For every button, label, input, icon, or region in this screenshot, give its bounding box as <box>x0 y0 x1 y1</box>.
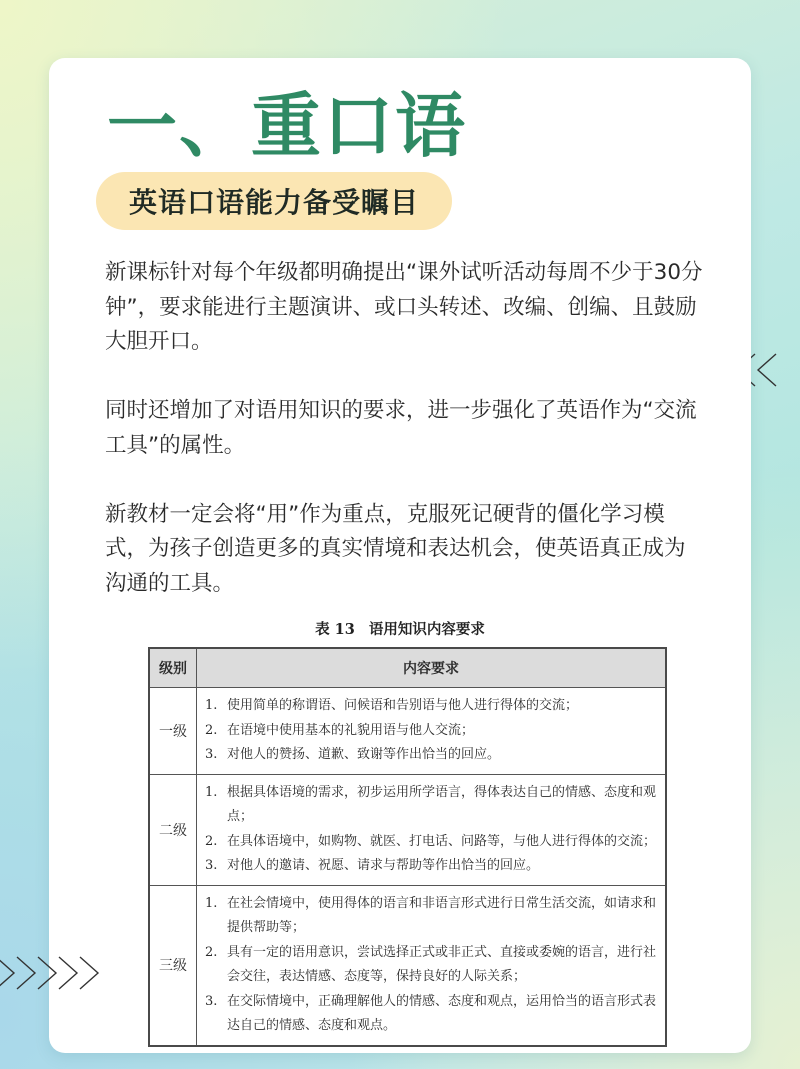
item-number: 1. <box>205 784 218 800</box>
level-cell: 二级 <box>149 774 197 885</box>
item-number: 2. <box>205 833 218 849</box>
chevrons-right-icon <box>0 955 104 991</box>
item-text: 根据具体语境的需求，初步运用所学语言，得体表达自己的情感、态度和观点； <box>227 784 657 824</box>
content-card <box>49 58 751 1053</box>
table-row <box>149 774 666 885</box>
list-item <box>205 892 657 941</box>
table-row <box>149 688 666 775</box>
item-number: 1. <box>205 698 218 713</box>
item-number: 2. <box>205 722 218 738</box>
list-item <box>205 990 657 1039</box>
item-number: 2. <box>205 944 218 960</box>
item-number: 3. <box>205 993 218 1009</box>
item-number: 1. <box>205 895 218 911</box>
subtitle-text: 英语口语能力备受瞩目 <box>128 186 419 219</box>
item-text: 使用简单的称谓语、问候语和告别语与他人进行得体的交流； <box>227 698 579 713</box>
item-number: 3. <box>205 747 218 762</box>
item-number: 3. <box>205 858 218 873</box>
item-text: 在社会情境中，使用得体的语言和非语言形式进行日常生活交流，如请求和提供帮助等； <box>227 895 657 935</box>
item-text: 在具体语境中，如购物、就医、打电话、问路等，与他人进行得体的交流； <box>227 833 657 849</box>
content-cell <box>197 688 667 775</box>
list-item <box>205 781 657 830</box>
list-item <box>205 743 657 768</box>
table-caption <box>49 618 751 639</box>
paragraph: 新教材一定会将“用”作为重点，克服死记硬背的僵化学习模式，为孩子创造更多的真实情境和表达机会，使英语真正成为沟通的工具。 <box>105 501 686 596</box>
content-cell <box>197 774 667 885</box>
paragraph: 同时还增加了对语用知识的要求，进一步强化了英语作为“交流工具”的属性。 <box>105 398 697 458</box>
item-text: 对他人的邀请、祝愿、请求与帮助等作出恰当的回应。 <box>227 858 540 873</box>
paragraph: 新课标针对每个年级都明确提出“课外试听活动每周不少于30分钟”，要求能进行主题演讲、或口头转述、改编、创编、且鼓励大胆开口。 <box>105 260 703 354</box>
subtitle-pill <box>96 172 452 230</box>
header-level: 级别 <box>149 648 197 688</box>
content-cell <box>197 885 667 1046</box>
list-item <box>205 719 657 744</box>
item-text: 对他人的赞扬、道歉、致谢等作出恰当的回应。 <box>227 747 501 762</box>
table-header-row <box>149 648 666 688</box>
item-text: 具有一定的语用意识，尝试选择正式或非正式、直接或委婉的语言，进行社会交往，表达情感、态度等，保持良好的人际关系； <box>227 944 657 984</box>
page-title: 一、重口语 <box>107 85 467 167</box>
level-cell: 三级 <box>149 885 197 1046</box>
list-item <box>205 830 657 855</box>
table-title: 语用知识内容要求 <box>368 621 485 638</box>
body-text <box>105 256 705 636</box>
item-text: 在交际情境中，正确理解他人的情感、态度和观点，运用恰当的语言形式表达自己的情感、态度和观点。 <box>227 993 657 1033</box>
table-row <box>149 885 666 1046</box>
table-number: 表 13 <box>315 621 355 638</box>
list-item <box>205 941 657 990</box>
item-text: 在语境中使用基本的礼貌用语与他人交流； <box>227 722 475 738</box>
list-item <box>205 854 657 879</box>
pragmatics-requirements-table <box>148 647 667 1047</box>
header-content: 内容要求 <box>197 648 667 688</box>
level-cell: 一级 <box>149 688 197 775</box>
list-item <box>205 694 657 719</box>
